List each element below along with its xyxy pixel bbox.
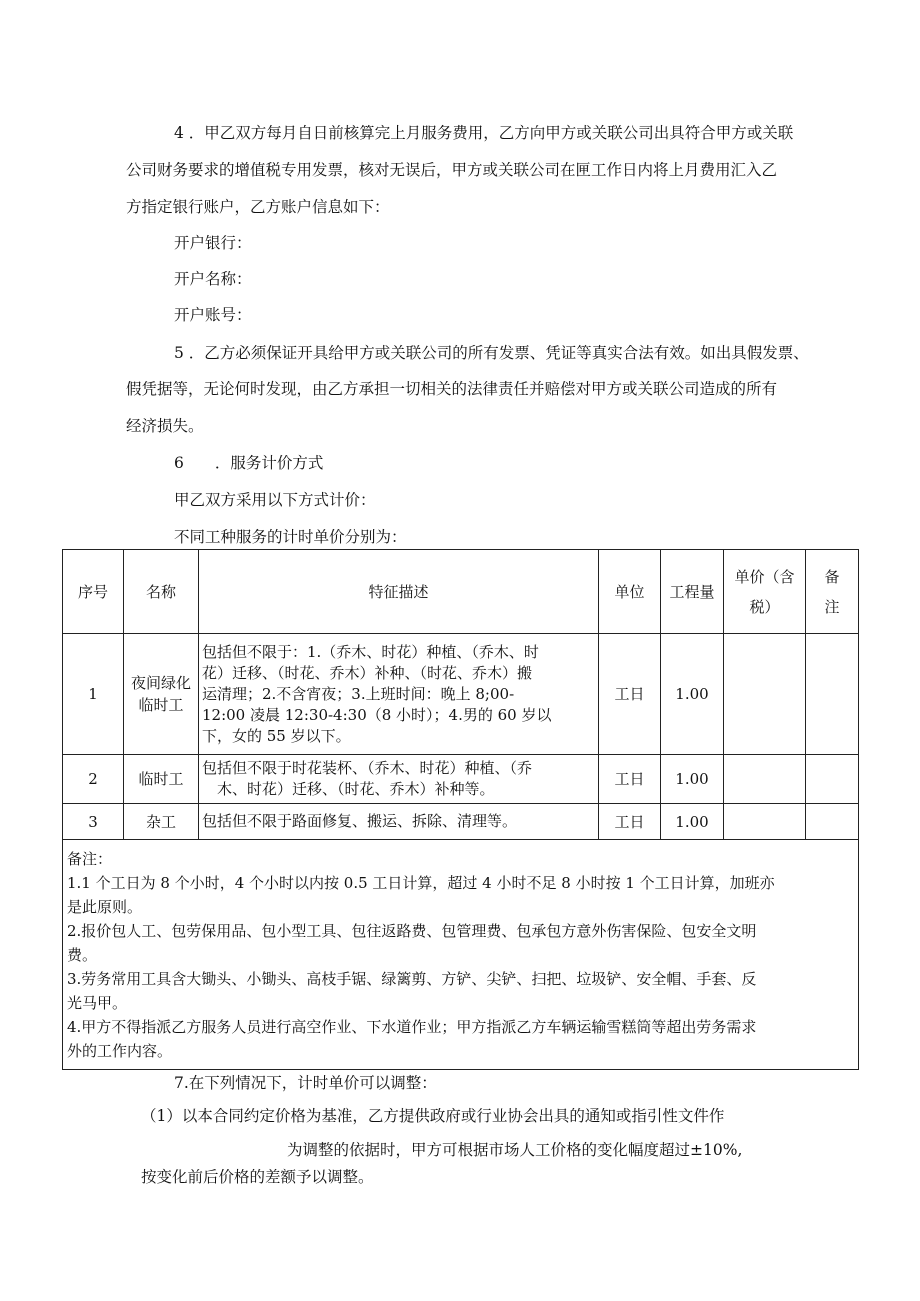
header-seq: 序号 — [63, 550, 124, 634]
clause-7-1-line-3: 按变化前后价格的差额予以调整。 — [141, 1168, 374, 1186]
clause-4-line-3: 方指定银行账户，乙方账户信息如下： — [126, 198, 390, 216]
row-name-line: 夜间绿化 — [130, 674, 191, 692]
table-row — [63, 634, 859, 755]
row-seq: 3 — [63, 804, 124, 840]
table-header-row — [63, 550, 859, 634]
row-desc-line: 12:00 凌晨 12:30-4:30（8 小时）；4.男的 60 岁以 — [202, 705, 552, 724]
table-notes-row — [63, 840, 859, 1070]
clause-5-line-3: 经济损失。 — [126, 417, 204, 435]
table-notes — [63, 840, 859, 1070]
row-desc-line: 运清理；2.不含宵夜；3.上班时间：晚上 8;00- — [202, 684, 515, 703]
header-remark-line-1: 备 — [824, 567, 840, 586]
row-qty: 1.00 — [661, 755, 724, 804]
row-price — [724, 755, 806, 804]
account-number-label: 开户账号： — [174, 306, 252, 324]
bank-label: 开户银行： — [174, 234, 252, 252]
note-line: 光马甲。 — [67, 993, 128, 1012]
row-seq: 1 — [63, 634, 124, 755]
clause-5-line-2: 假凭据等，无论何时发现，由乙方承担一切相关的法律责任并赔偿对甲方或关联公司造成的所有 — [126, 380, 778, 398]
note-line: 外的工作内容。 — [67, 1041, 173, 1060]
row-price — [724, 634, 806, 755]
clause-7-1-line-2: 为调整的依据时，甲方可根据市场人工价格的变化幅度超过±10%, — [287, 1141, 743, 1159]
header-name: 名称 — [124, 550, 199, 634]
note-line: 2.报价包人工、包劳保用品、包小型工具、包往返路费、包管理费、包承包方意外伤害保险、包安全文明 — [67, 921, 757, 940]
row-remark — [806, 634, 859, 755]
note-line: 是此原则。 — [67, 897, 143, 916]
row-remark — [806, 755, 859, 804]
clause-4-line-1: 4 ．甲乙双方每月自日前核算完上月服务费用，乙方向甲方或关联公司出具符合甲方或关联 — [174, 124, 794, 142]
header-remark-line-2: 注 — [824, 597, 840, 616]
header-price-line-1: 单价（含 — [734, 567, 795, 586]
row-name — [124, 634, 199, 755]
row-desc-line: 花）迁移、（时花、乔木）补种、（时花、乔木）搬 — [202, 663, 533, 682]
row-desc-line: 包括但不限于：1.（乔木、时花）种植、（乔木、时 — [202, 642, 539, 661]
row-remark — [806, 804, 859, 840]
row-unit: 工日 — [599, 755, 661, 804]
note-line: 4.甲方不得指派乙方服务人员进行高空作业、下水道作业；甲方指派乙方车辆运输雪糕筒等超出劳务需求 — [67, 1017, 757, 1036]
row-name-line: 临时工 — [138, 696, 184, 714]
header-desc: 特征描述 — [199, 550, 599, 634]
row-unit: 工日 — [599, 634, 661, 755]
header-unit: 单位 — [599, 550, 661, 634]
row-desc — [199, 634, 599, 755]
row-desc-line: 木、时花）迁移、（时花、乔木）补种等。 — [202, 780, 495, 798]
clause-5-line-1: 5 ．乙方必须保证开具给甲方或关联公司的所有发票、凭证等真实合法有效。如出具假发票、 — [174, 344, 809, 362]
clause-4-line-2: 公司财务要求的增值税专用发票，核对无误后，甲方或关联公司在匣工作日内将上月费用汇入乙 — [126, 161, 778, 179]
header-qty: 工程量 — [661, 550, 724, 634]
clause-6-heading: 6 ．服务计价方式 — [174, 454, 324, 472]
row-name: 杂工 — [124, 804, 199, 840]
row-seq: 2 — [63, 755, 124, 804]
table-row — [63, 755, 859, 804]
row-qty: 1.00 — [661, 804, 724, 840]
row-desc — [199, 755, 599, 804]
row-desc: 包括但不限于路面修复、搬运、拆除、清理等。 — [199, 804, 599, 840]
note-line: 费。 — [67, 945, 98, 964]
row-price — [724, 804, 806, 840]
note-line: 3.劳务常用工具含大锄头、小锄头、高枝手锯、绿篱剪、方铲、尖铲、扫把、垃圾铲、安全帽、手套、反 — [67, 969, 757, 988]
row-name: 临时工 — [124, 755, 199, 804]
clause-7-1-line-1: （1）以本合同约定价格为基准，乙方提供政府或行业协会出具的通知或指引性文件作 — [141, 1107, 725, 1125]
account-name-label: 开户名称： — [174, 270, 252, 288]
pricing-intro: 甲乙双方采用以下方式计价： — [174, 491, 376, 509]
header-price-line-2: 税） — [749, 597, 780, 616]
header-remark — [806, 550, 859, 634]
unit-price-intro: 不同工种服务的计时单价分别为： — [174, 528, 407, 546]
table-row — [63, 804, 859, 840]
row-desc-line: 下，女的 55 岁以下。 — [202, 726, 351, 745]
note-line: 1.1 个工日为 8 个小时，4 个小时以内按 0.5 工日计算，超过 4 小时不足 8 小时按 1 个工日计算，加班亦 — [67, 873, 775, 892]
note-line: 备注： — [67, 849, 113, 868]
header-price — [724, 550, 806, 634]
row-qty: 1.00 — [661, 634, 724, 755]
pricing-table — [62, 549, 859, 1070]
clause-7-heading: 7.在下列情况下，计时单价可以调整： — [174, 1074, 437, 1092]
row-unit: 工日 — [599, 804, 661, 840]
row-desc-line: 包括但不限于时花装杯、（乔木、时花）种植、（乔 — [202, 759, 533, 777]
